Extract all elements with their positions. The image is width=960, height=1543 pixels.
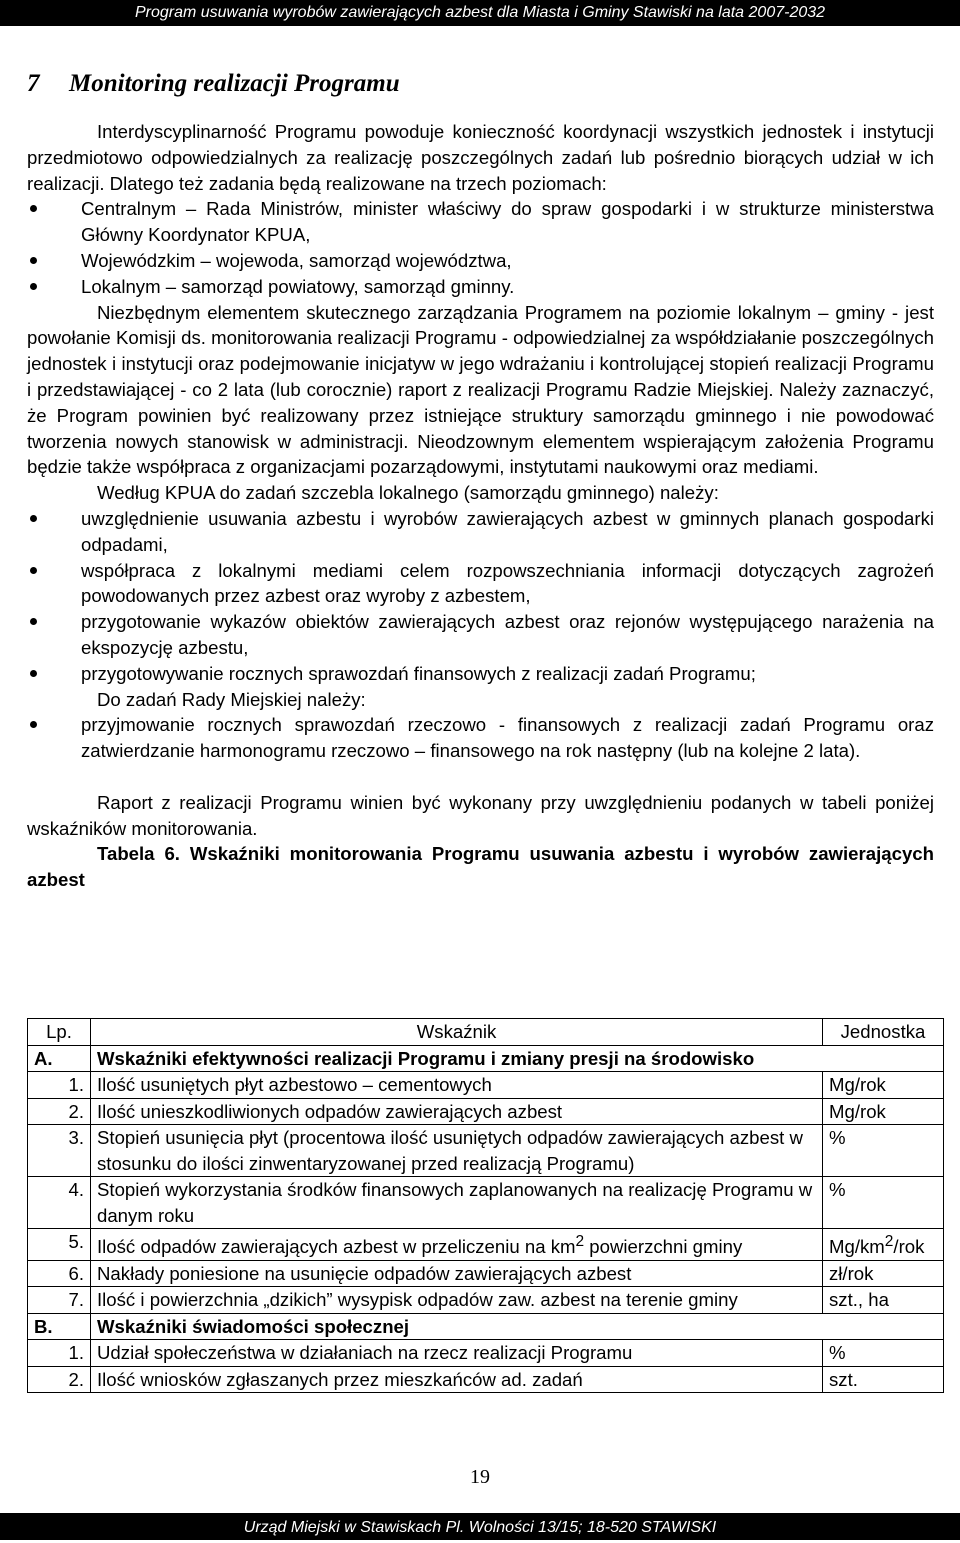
table-row [28,1366,944,1393]
section-title: Wskaźniki świadomości społecznej [91,1313,944,1340]
section-a-row [28,1045,944,1072]
header-lp: Lp. [28,1019,91,1046]
section-title-text: Monitoring realizacji Programu [69,70,400,97]
list-item: przyjmowanie rocznych sprawozdań rzeczowo - finansowych z realizacji zadań Programu oraz zatwierdzanie harmonogramu rzeczowo – finansowego na rok następny (lub na kolejne 2 lata). [27,712,934,764]
row-indicator: Stopień usunięcia płyt (procentowa ilość usuniętych odpadów zawierających azbest w stosunku do ilości zinwentaryzowanej przed realizacją Programu) [91,1125,823,1177]
table-row [28,1072,944,1099]
superscript: 2 [884,1233,894,1250]
section-title: Wskaźniki efektywności realizacji Programu i zmiany presji na środowisko [91,1045,944,1072]
unit-part: Mg/km [829,1236,885,1258]
section-code: B. [28,1313,91,1340]
document-footer: Urząd Miejski w Stawiskach Pl. Wolności 13/15; 18-520 STAWISKI [0,1513,960,1540]
commission-paragraph: Niezbędnym elementem skutecznego zarządzania Programem na poziomie lokalnym – gminy - jest powołanie Komisji ds. monitorowania realizacji Programu - odpowiedzialnej za współdziałanie poszczególnych jednostek i instytucji oraz podejmowanie inicjatyw w jego wdrażaniu i kontrolującej stopień realizacji Programu i przedstawiającej - co 2 lata (lub corocznie) raport z realizacji Programu Radzie Miejskiej. Należy zaznaczyć, że Program powinien być realizowany przez istniejące struktury samorządu gminnego i nie powodować tworzenia nowych stanowisk w administracji. Nieodzownym elementem wspierającym założenia Programu będzie także współpraca z organizacjami pozarządowymi, instytutami naukowymi oraz mediami. [27,301,934,478]
table-row [28,1260,944,1287]
header-unit: Jednostka [823,1019,944,1046]
row-indicator: Ilość unieszkodliwionych odpadów zawierających azbest [91,1098,823,1125]
row-lp: 1. [28,1340,91,1367]
spacer [27,764,934,790]
table-row [28,1340,944,1367]
list-item: Wojewódzkim – wojewoda, samorząd województwa, [27,248,934,274]
row-indicator: Stopień wykorzystania środków finansowych zaplanowanych na realizację Programu w danym roku [91,1177,823,1229]
row-unit: szt., ha [823,1287,944,1314]
indicators-table [27,1018,944,1393]
row-indicator: Udział społeczeństwa w działaniach na rzecz realizacji Programu [91,1340,823,1367]
superscript: 2 [575,1233,585,1250]
row-lp: 2. [28,1366,91,1393]
row-indicator: Ilość i powierzchnia „dzikich” wysypisk odpadów zaw. azbest na terenie gminy [91,1287,823,1314]
table-header-row [28,1019,944,1046]
council-intro: Do zadań Rady Miejskiej należy: [97,688,366,710]
row-lp: 2. [28,1098,91,1125]
section-code: A. [28,1045,91,1072]
row-lp: 7. [28,1287,91,1314]
table-row [28,1125,944,1177]
row-lp: 1. [28,1072,91,1099]
row-unit [823,1229,944,1261]
row-indicator: Nakłady poniesione na usunięcie odpadów zawierających azbest [91,1260,823,1287]
row-unit: % [823,1125,944,1177]
row-lp: 3. [28,1125,91,1177]
page-number: 19 [470,1466,490,1488]
list-item: Lokalnym – samorząd powiatowy, samorząd gminny. [27,274,934,300]
row-unit: Mg/rok [823,1098,944,1125]
section-title [27,70,400,98]
row-unit: zł/rok [823,1260,944,1287]
list-item: współpraca z lokalnymi mediami celem rozpowszechniania informacji dotyczących zagrożeń powodowanych przez azbest oraz wyroby z azbestem, [27,558,934,610]
row-lp: 4. [28,1177,91,1229]
unit-part: /rok [893,1236,925,1258]
row-unit: szt. [823,1366,944,1393]
row-indicator [91,1229,823,1261]
row-indicator: Ilość wniosków zgłaszanych przez mieszkańców ad. zadań [91,1366,823,1393]
section-b-row [28,1313,944,1340]
local-intro: Według KPUA do zadań szczebla lokalnego (samorządu gminnego) należy: [97,482,719,504]
row-text-part: powierzchni gminy [584,1236,743,1258]
section-number: 7 [27,70,40,97]
header-indicator: Wskaźnik [91,1019,823,1046]
council-tasks-list [27,712,934,764]
list-item: uwzględnienie usuwania azbestu i wyrobów zawierających azbest w gminnych planach gospodarki odpadami, [27,506,934,558]
row-unit: Mg/rok [823,1072,944,1099]
row-unit: % [823,1340,944,1367]
row-text-part: Ilość odpadów zawierających azbest w przeliczeniu na km [97,1236,576,1258]
local-tasks-list [27,506,934,687]
list-item: przygotowywanie rocznych sprawozdań finansowych z realizacji zadań Programu; [27,661,934,687]
report-paragraph: Raport z realizacji Programu winien być wykonany przy uwzględnieniu podanych w tabeli poniżej wskaźników monitorowania. [27,791,934,839]
levels-list [27,196,934,299]
row-indicator: Ilość usuniętych płyt azbestowo – cementowych [91,1072,823,1099]
table-caption: Tabela 6. Wskaźniki monitorowania Programu usuwania azbestu i wyrobów zawierających azbest [27,843,934,891]
list-item: przygotowanie wykazów obiektów zawierających azbest oraz rejonów występującego narażenia na ekspozycję azbestu, [27,609,934,661]
row-lp: 5. [28,1229,91,1261]
table-row [28,1287,944,1314]
list-item: Centralnym – Rada Ministrów, minister właściwy do spraw gospodarki i w strukturze ministerstwa Główny Koordynator KPUA, [27,196,934,248]
table-row [28,1229,944,1261]
row-lp: 6. [28,1260,91,1287]
table-row [28,1177,944,1229]
document-header: Program usuwania wyrobów zawierających azbest dla Miasta i Gminy Stawiski na lata 2007-2032 [0,0,960,26]
table-row [28,1098,944,1125]
intro-paragraph: Interdyscyplinarność Programu powoduje konieczność koordynacji wszystkich jednostek i instytucji przedmiotowo odpowiedzialnych za realizację poszczególnych zadań lub pośrednio biorących udział w ich realizacji. Dlatego też zadania będą realizowane na trzech poziomach: [27,121,934,194]
row-unit: % [823,1177,944,1229]
document-body [27,119,934,893]
